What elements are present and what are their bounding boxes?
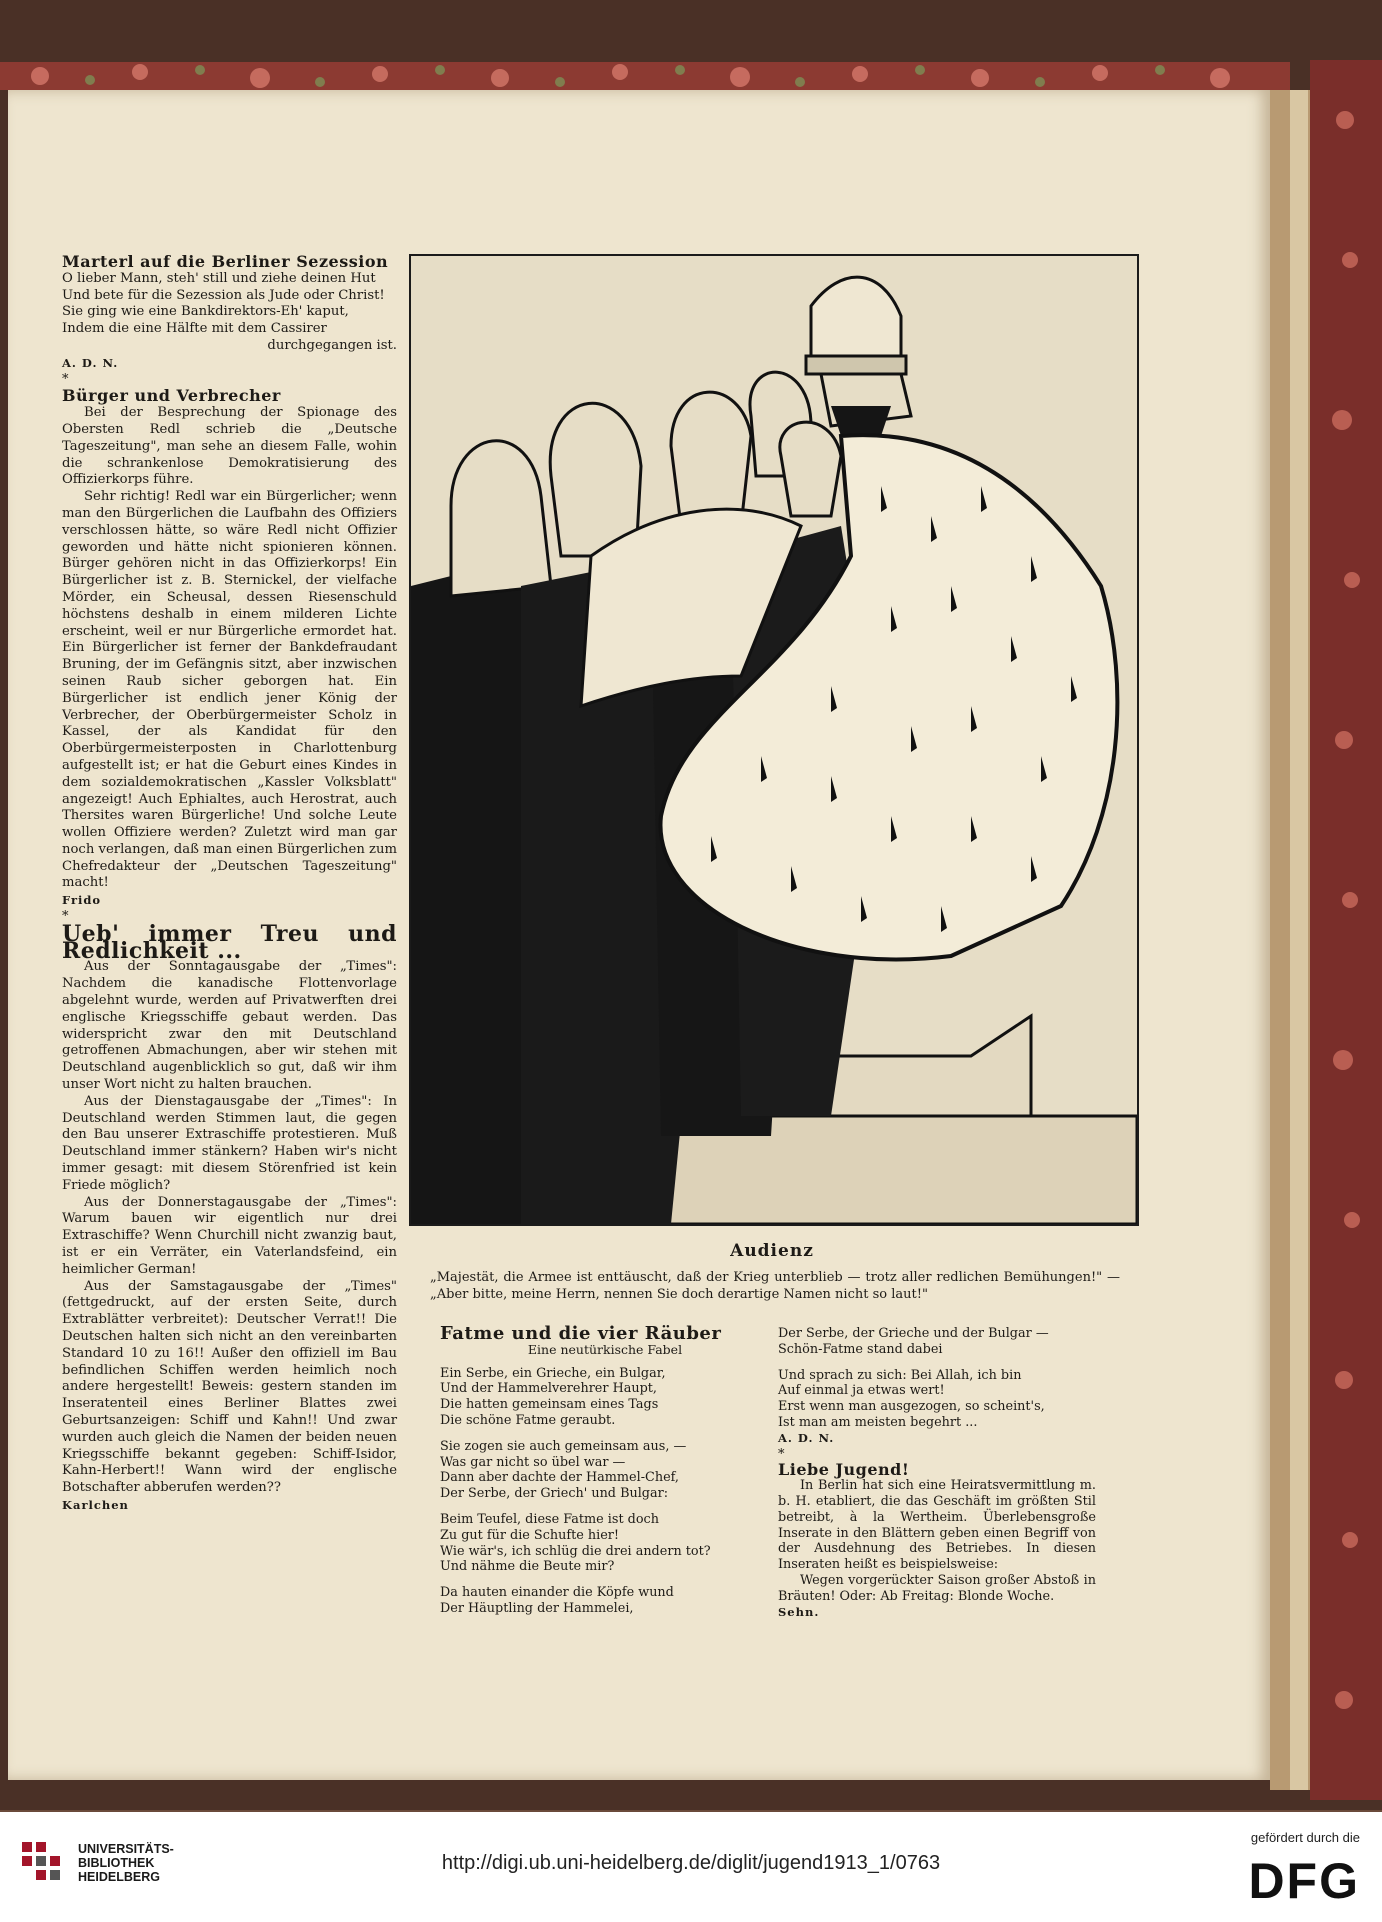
cartoon-drawing [411, 256, 1137, 1224]
separator-star: * [62, 909, 69, 925]
library-name: UNIVERSITÄTS- BIBLIOTHEK HEIDELBERG [78, 1842, 174, 1884]
poem-line: Und nähme die Beute mir? [440, 1559, 615, 1575]
poem-column [440, 1323, 770, 1617]
buerger-title: Bürger und Verbrecher [62, 386, 281, 406]
paragraph: Aus der Donnerstagausgabe der „Times": Warum bauen wir eigentlich nur drei Extraschiffe? Wenn Churchill nicht zwanzig baut, ist er ein Verräter, ein Vaterlandsfeind, ein heimlicher German! [62, 1194, 397, 1277]
left-column [62, 254, 397, 1514]
dfg-logo: DFG [1248, 1853, 1360, 1909]
poem-line: Was gar nicht so übel war — [440, 1454, 626, 1470]
poem-line: Die schöne Fatme geraubt. [440, 1412, 616, 1428]
signature: A. D. N. [62, 355, 119, 370]
poem-line: Wie wär's, ich schlüg die drei andern tot? [440, 1543, 711, 1559]
cartoon-title: Audienz [730, 1241, 814, 1261]
poem-line: Der Serbe, der Griech' und Bulgar: [440, 1486, 669, 1502]
signature: A. D. N. [778, 1430, 835, 1445]
poem-line: Zu gut für die Schufte hier! [440, 1527, 620, 1543]
source-url[interactable]: http://digi.ub.uni-heidelberg.de/diglit/jugend1913_1/0763 [441, 1852, 941, 1874]
poem-line: Und sprach zu sich: Bei Allah, ich bin [778, 1367, 1022, 1383]
paragraph: Sehr richtig! Redl war ein Bürgerlicher; wenn man den Bürgerlichen die Laufbahn des Offiziers verschlossen hätte, so wäre Redl nicht Offizier geworden und hätte nicht spionieren können. Bürger gehören nicht in das Offizierkorps! Ein Bürgerlicher ist z. B. Sternickel, der vielfache Mörder, ein Scheusal, dessen Riesenschuld höchstens deshalb in einem milderen Lichte erscheint, weil er nur Bürgerliche ermordet hat. Ein Bürgerlicher ist ferner der Bankdefraudant Bruning, der im Gefängnis sitzt, aber inzwischen seinen Raub sicher geborgen hat. Ein Bürgerlicher ist endlich jener König der Verbrecher, der Oberbürgermeister Scholz in Kassel, der als Kandidat für den Oberbürgermeisterposten in Charlottenburg aufgestellt ist; er hat die Geburt eines Kindes in dem sozialdemokratischen „Kassler Volksblatt" angezeigt! Auch Ephialtes, auch Herostrat, auch Thersites waren Bürgerliche! Und solche Leute wollen Offiziere werden? Zuletzt wird man gar noch verlangen, daß man einen Bürgerlichen zum Chefredakteur der „Deutschen Tageszeitung" macht! [62, 489, 397, 891]
fatme-title: Fatme und die vier Räuber [440, 1323, 722, 1344]
paragraph: Aus der Samstagausgabe der „Times" (fettgedruckt, auf der ersten Seite, durch Extrablätter verbreitet): Deutscher Verrat!! Die Deutschen halten sich nicht an den vereinbarten Standard 10 zu 16!! Außer den offiziell im Bau befindlichen Schiffen werden heimlich noch andere hergestellt! Beweis: gestern standen im Inseratenteil eines Berliner Blattes zwei Geburtsanzeigen: Schiff und Kahn!! Und zwar wurden auch gleich die Namen der beiden neuen Kriegsschiffe bekannt gegeben: Schiff-Isidor, Kahn-Herbert!! Wann wird der englische Botschafter abberufen werden?? [62, 1278, 397, 1496]
poem-line: Und der Hammelverehrer Haupt, [440, 1381, 658, 1397]
poem-line: Ein Serbe, ein Grieche, ein Bulgar, [440, 1365, 666, 1381]
jugend-title: Liebe Jugend! [778, 1460, 910, 1480]
right-column [778, 1326, 1096, 1620]
poem-line: Und bete für die Sezession als Jude oder Christ! [62, 287, 385, 303]
poem-line: Auf einmal ja etwas wert! [778, 1383, 945, 1399]
poem-line: Da hauten einander die Köpfe wund [440, 1585, 674, 1601]
marterl-title: Marterl auf die Berliner Sezession [62, 252, 389, 271]
footer-bar [0, 1812, 1382, 1922]
cartoon-caption: „Majestät, die Armee ist enttäuscht, daß der Krieg unterblieb — trotz aller redlichen Bemühungen!" — „Aber bitte, meine Herrn, nennen Sie doch derartige Namen nicht so laut!" [430, 1270, 1120, 1302]
funded-by-label: gefördert durch die [1250, 1830, 1360, 1845]
poem-line: Schön-Fatme stand dabei [778, 1341, 943, 1357]
paragraph: Wegen vorgerückter Saison großer Abstoß in Bräuten! Oder: Ab Freitag: Blonde Woche. [778, 1572, 1096, 1604]
poem-line: Die hatten gemeinsam eines Tags [440, 1397, 659, 1413]
poem-line: Erst wenn man ausgezogen, so scheint's, [778, 1399, 1045, 1415]
poem-line: durchgegangen ist. [267, 337, 397, 353]
poem-line: O lieber Mann, steh' still und ziehe deinen Hut [62, 270, 376, 286]
ueb-title: Ueb' immer Treu und Redlichkeit ... [62, 920, 397, 964]
poem-line: Der Serbe, der Grieche und der Bulgar — [778, 1326, 1049, 1341]
poem-line: Sie ging wie eine Bankdirektors-Eh' kaput, [62, 304, 349, 320]
paragraph: Aus der Dienstagausgabe der „Times": In Deutschland werden Stimmen laut, die gegen den Bau unserer Extraschiffe protestieren. Muß Deutschland immer stänkern? Haben wir's nicht immer gesagt: mit diesem Störenfried ist kein Friede möglich? [62, 1093, 397, 1193]
fatme-subtitle: Eine neutürkische Fabel [527, 1341, 683, 1357]
cartoon-illustration [409, 254, 1139, 1226]
separator-star: * [62, 371, 69, 387]
signature: Sehn. [778, 1604, 820, 1619]
poem-line: Dann aber dachte der Hammel-Chef, [440, 1470, 679, 1486]
poem-line: Sie zogen sie auch gemeinsam aus, — [440, 1438, 687, 1454]
poem-line: Indem die eine Hälfte mit dem Cassirer [62, 321, 327, 337]
paragraph: Bei der Besprechung der Spionage des Obersten Redl schrieb die „Deutsche Tageszeitung", man sehe an diesem Falle, wohin die schrankenlose Demokratisierung des Offizierkorps führe. [62, 405, 397, 488]
signature: Frido [62, 893, 102, 908]
poem-line: Der Häuptling der Hammelei, [440, 1600, 634, 1616]
separator-star: * [778, 1446, 785, 1462]
paragraph: In Berlin hat sich eine Heiratsvermittlung m. b. H. etabliert, die das Geschäft im größten Stil betreibt, à la Wertheim. Überlebensgroße Inserate in den Blättern geben einen Begriff von der Ausdehnung des Betriebes. In diesen Inseraten heißt es beispielsweise: [778, 1478, 1096, 1573]
signature: Karlchen [62, 1497, 129, 1512]
poem-line: Beim Teufel, diese Fatme ist doch [440, 1511, 659, 1527]
paragraph: Aus der Sonntagausgabe der „Times": Nachdem die kanadische Flottenvorlage abgelehnt wurde, werden auf Privatwerften drei englische Kriegsschiffe gebaut werden. Das widerspricht zwar den mit Deutschland getroffenen Abmachungen, aber wir stehen mit Deutschland augenblicklich so gut, daß wir ihm unser Wort nicht zu halten brauchen. [62, 959, 397, 1093]
poem-line: Ist man am meisten begehrt ... [778, 1414, 978, 1430]
